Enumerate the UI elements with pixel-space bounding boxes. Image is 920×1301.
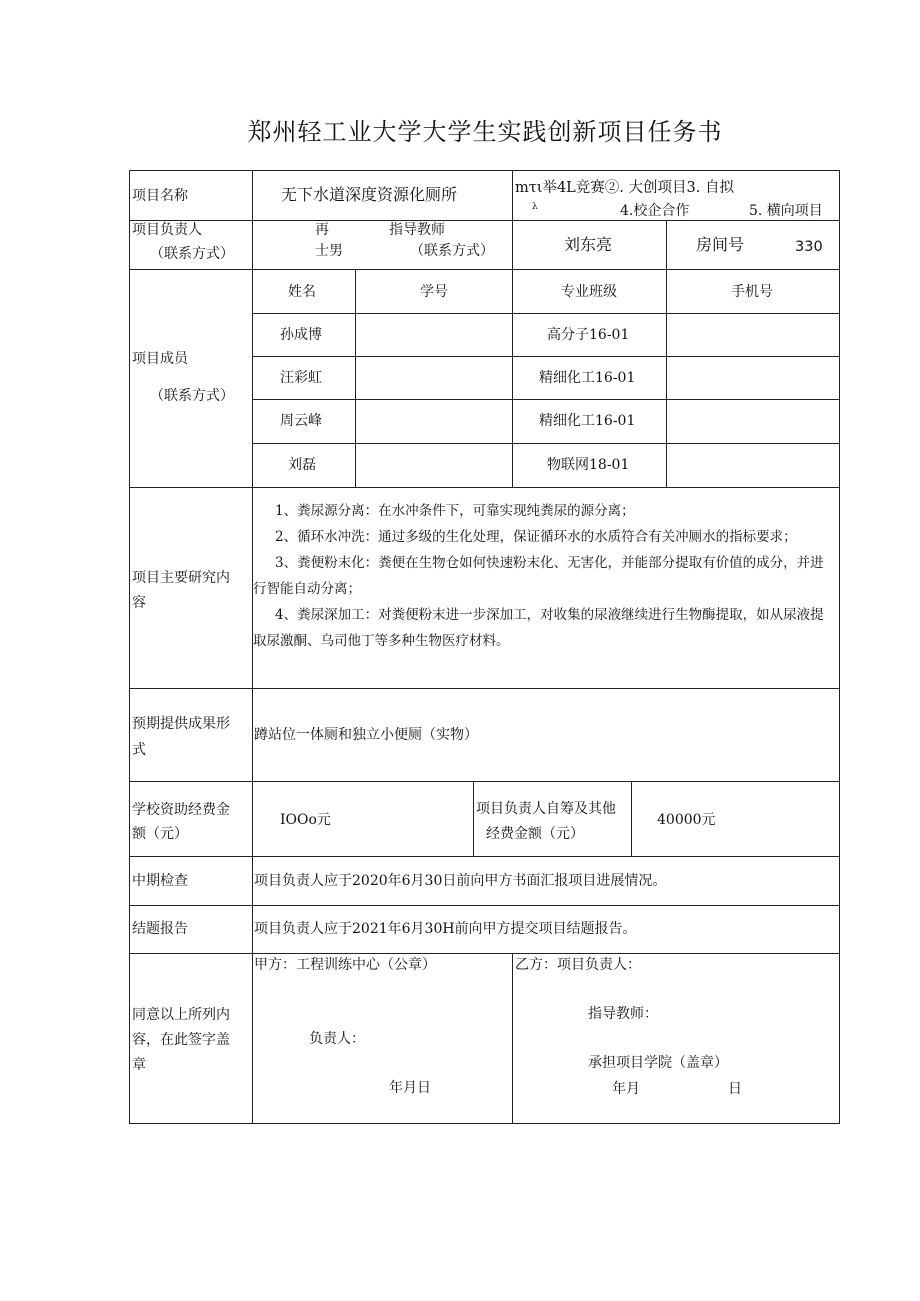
- table-border: [473, 781, 474, 856]
- project-category-mark: λ: [532, 202, 538, 212]
- self-amount: 40000元: [657, 812, 716, 828]
- member-name: 汪彩虹: [280, 370, 322, 386]
- table-border: [512, 269, 513, 487]
- funding-label-line1: 学校资助经费金: [132, 802, 230, 818]
- project-name-label: 项目名称: [132, 188, 188, 204]
- room-value: 330: [795, 239, 823, 255]
- party-b-advisor: 指导教师：: [588, 1006, 658, 1022]
- members-header-phone: 手机号: [731, 284, 773, 300]
- member-name: 刘磊: [288, 457, 316, 473]
- party-a-date: 年月日: [389, 1080, 431, 1096]
- research-label-line2: 容: [132, 595, 146, 611]
- leader-label-sub: （联系方式）: [150, 246, 234, 262]
- advisor-label-sub: （联系方式）: [410, 243, 494, 259]
- leader-name-part2: 士男: [315, 243, 343, 259]
- research-item: 3、粪便粉末化：粪便在生物仓如何快速粉末化、无害化，并能部分提取有价值的成分，并进行智能自动分离；: [253, 555, 824, 597]
- outcome-label-line1: 预期提供成果形: [132, 716, 230, 732]
- final-label: 结题报告: [132, 921, 188, 937]
- advisor-name: 刘东亮: [564, 235, 613, 254]
- project-category-opt4: 4.校企合作: [620, 203, 690, 219]
- table-border: [252, 356, 840, 357]
- member-name: 周云峰: [280, 413, 322, 429]
- members-header-class: 专业班级: [561, 284, 617, 300]
- self-funding-label-line1: 项目负责人自筹及其他: [476, 801, 616, 817]
- school-amount: IOOo元: [280, 812, 331, 828]
- table-border: [129, 269, 840, 270]
- table-border: [129, 487, 840, 488]
- table-border: [129, 1123, 840, 1124]
- research-content: [253, 498, 831, 654]
- table-border: [666, 269, 667, 487]
- research-item: 1、粪尿源分离：在水冲条件下，可靠实现纯粪尿的源分离；: [275, 503, 635, 519]
- member-class: 精细化工16-01: [539, 413, 636, 429]
- member-class: 精细化工16-01: [539, 370, 636, 386]
- research-label-line1: 项目主要研究内: [132, 570, 230, 586]
- table-border: [129, 170, 130, 1124]
- members-header-name: 姓名: [288, 284, 316, 300]
- midterm-value: 项目负责人应于2020年6月30日前向甲方书面汇报项目进展情况。: [254, 873, 667, 889]
- party-b-day: 日: [728, 1081, 742, 1097]
- members-label-sub: （联系方式）: [150, 388, 234, 404]
- signature-label-line1: 同意以上所列内: [132, 1007, 230, 1023]
- party-a: 甲方：工程训练中心（公章）: [254, 957, 436, 973]
- page-title: 郑州轻工业大学大学生实践创新项目任务书: [247, 118, 723, 146]
- funding-label-line2: 额（元）: [132, 826, 188, 842]
- table-border: [355, 269, 356, 487]
- table-border: [129, 688, 840, 689]
- table-border: [512, 170, 513, 269]
- research-item: 2、循环水冲洗：通过多级的生化处理，保证循环水的水质符合有关冲厕水的指标要求；: [275, 529, 797, 545]
- party-a-person: 负责人：: [309, 1031, 365, 1047]
- midterm-label: 中期检查: [132, 873, 188, 889]
- table-border: [631, 781, 632, 856]
- members-header-id: 学号: [420, 284, 448, 300]
- leader-label: 项目负责人: [132, 222, 202, 238]
- room-label: 房间号: [696, 235, 745, 254]
- table-border: [129, 781, 840, 782]
- member-class: 物联网18-01: [547, 457, 630, 473]
- project-category-opt5: 5. 横向项目: [749, 203, 823, 219]
- party-b-college: 承担项目学院（盖章）: [588, 1055, 728, 1071]
- signature-label-line2: 容，在此签字盖: [132, 1032, 230, 1048]
- project-category-line1: mτι举4L竞赛②. 大创项目3. 自拟: [515, 180, 734, 196]
- table-border: [666, 220, 667, 269]
- table-border: [129, 856, 840, 857]
- table-border: [252, 443, 840, 444]
- members-label: 项目成员: [132, 351, 188, 367]
- member-name: 孙成博: [280, 327, 322, 343]
- advisor-label: 指导教师: [389, 222, 445, 238]
- project-name-value: 无下水道深度资源化厕所: [281, 185, 458, 204]
- table-border: [129, 905, 840, 906]
- table-border: [129, 220, 840, 221]
- outcome-value: 蹲站位一体厕和独立小便厕（实物）: [254, 727, 478, 743]
- signature-label-line3: 章: [132, 1057, 146, 1073]
- final-value: 项目负责人应于2021年6月30H前向甲方提交项目结题报告。: [254, 921, 637, 937]
- table-border: [839, 170, 840, 1124]
- table-border: [129, 953, 840, 954]
- table-border: [252, 399, 840, 400]
- table-border: [252, 313, 840, 314]
- research-item: 4、粪尿深加工：对粪便粉末进一步深加工，对收集的尿液继续进行生物酶提取，如从尿液提取尿激酮、乌司他丁等多种生物医疗材料。: [253, 607, 824, 649]
- member-class: 高分子16-01: [547, 327, 630, 343]
- party-b: 乙方：项目负责人：: [515, 957, 641, 973]
- table-border: [129, 170, 840, 171]
- table-border: [512, 953, 513, 1123]
- self-funding-label-line2: 经费金额（元）: [486, 826, 584, 842]
- outcome-label-line2: 式: [132, 742, 146, 758]
- party-b-year-month: 年月: [612, 1081, 640, 1097]
- leader-name-part1: 再: [315, 222, 329, 238]
